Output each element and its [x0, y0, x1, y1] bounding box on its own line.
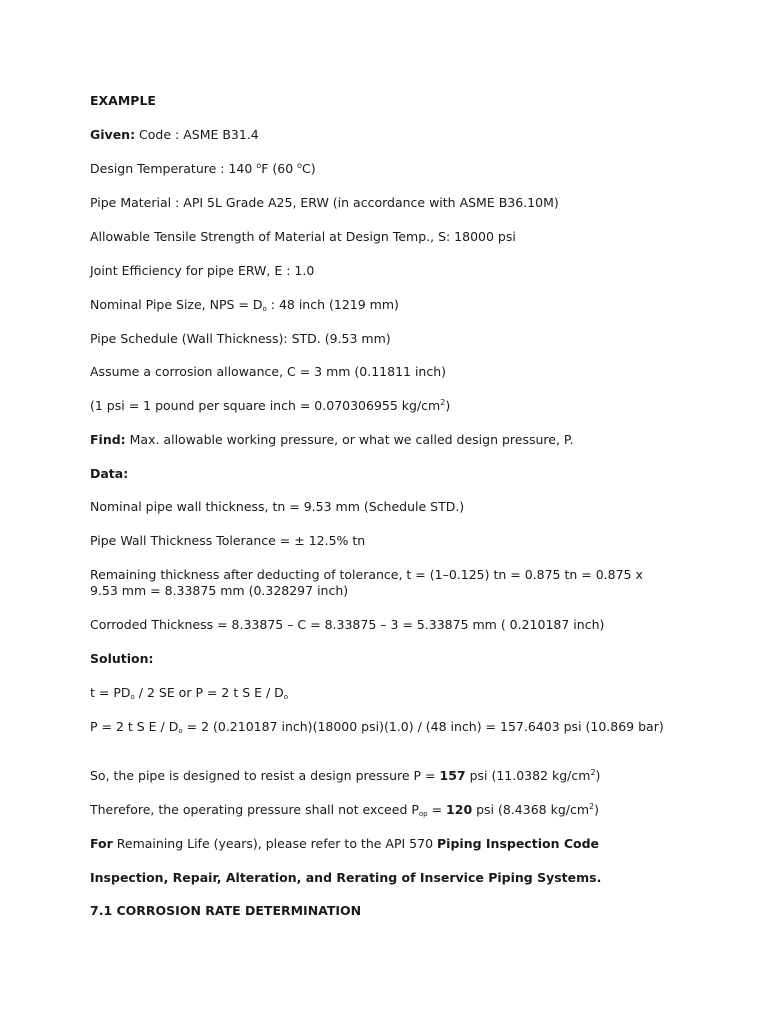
design-pressure-line: So, the pipe is designed to resist a design pressure P = 157 psi (11.0382 $kg/cm^2$) [90, 768, 601, 783]
data-heading: Data: [90, 466, 129, 481]
wall-thickness-line: Nominal pipe wall thickness, tn = 9.53 mm (Schedule STD.) [90, 499, 465, 514]
nominal-pipe-size-line: Nominal Pipe Size, NPS = $D_o$ : 48 inch (1219 mm) [90, 297, 399, 313]
psi-conversion-line: (1 psi = 1 pound per square inch = 0.070306955 $kg/cm^2$) [90, 398, 451, 413]
corrosion-allowance-line: Assume a corrosion allowance, C = 3 mm (0.11811 inch) [90, 364, 447, 379]
corroded-thickness-line: Corroded Thickness = 8.33875 – C = 8.33875 – 3 = 5.33875 mm ( 0.210187 inch) [90, 617, 605, 632]
formula-line: $t = PD_o / 2$ SE or P = 2 t S E / $D_o$ [90, 685, 289, 701]
given-line: Given: Code : ASME B31.4 [90, 127, 259, 142]
pipe-material-line: Pipe Material : API 5L Grade A25, ERW (in accordance with ASME B36.10M) [90, 195, 559, 210]
remaining-life-line: For Remaining Life (years), please refer to the API 570 Piping Inspection Code [90, 836, 600, 851]
design-temperature-line: Design Temperature : 140 $^o$F (60 $^o$C) [90, 161, 316, 176]
inspection-title-line: Inspection, Repair, Alteration, and Rerating of Inservice Piping Systems. [90, 870, 602, 885]
operating-pressure-line: Therefore, the operating pressure shall not exceed $P_{op} = 120$ psi (8.4368 $kg/cm^2$) [90, 802, 600, 818]
solution-heading: Solution: [90, 651, 154, 666]
heading-example: EXAMPLE [90, 93, 156, 108]
pressure-calculation-line: P = 2 t S $E / D_o = 2$ (0.210187 inch)(18000 psi)(1.0) / (48 inch) = 157.6403 psi (10.869 bar) [90, 719, 664, 735]
joint-efficiency-line: Joint Efficiency for pipe ERW, E : 1.0 [90, 263, 315, 278]
find-line: Find: Max. allowable working pressure, or what we called design pressure, P. [90, 432, 574, 447]
allowable-strength-line: Allowable Tensile Strength of Material at Design Temp., S: 18000 psi [90, 229, 516, 244]
section-heading-corrosion-rate: 7.1 CORROSION RATE DETERMINATION [90, 903, 362, 918]
tolerance-line: Pipe Wall Thickness Tolerance = ± 12.5% tn [90, 533, 366, 548]
remaining-thickness-line: Remaining thickness after deducting of tolerance, t = (1–0.125) tn = 0.875 tn = 0.875 x 9.53 mm = 8.33875 mm (0.328297 inch) [90, 567, 643, 598]
pipe-schedule-line: Pipe Schedule (Wall Thickness): STD. (9.53 mm) [90, 331, 391, 346]
